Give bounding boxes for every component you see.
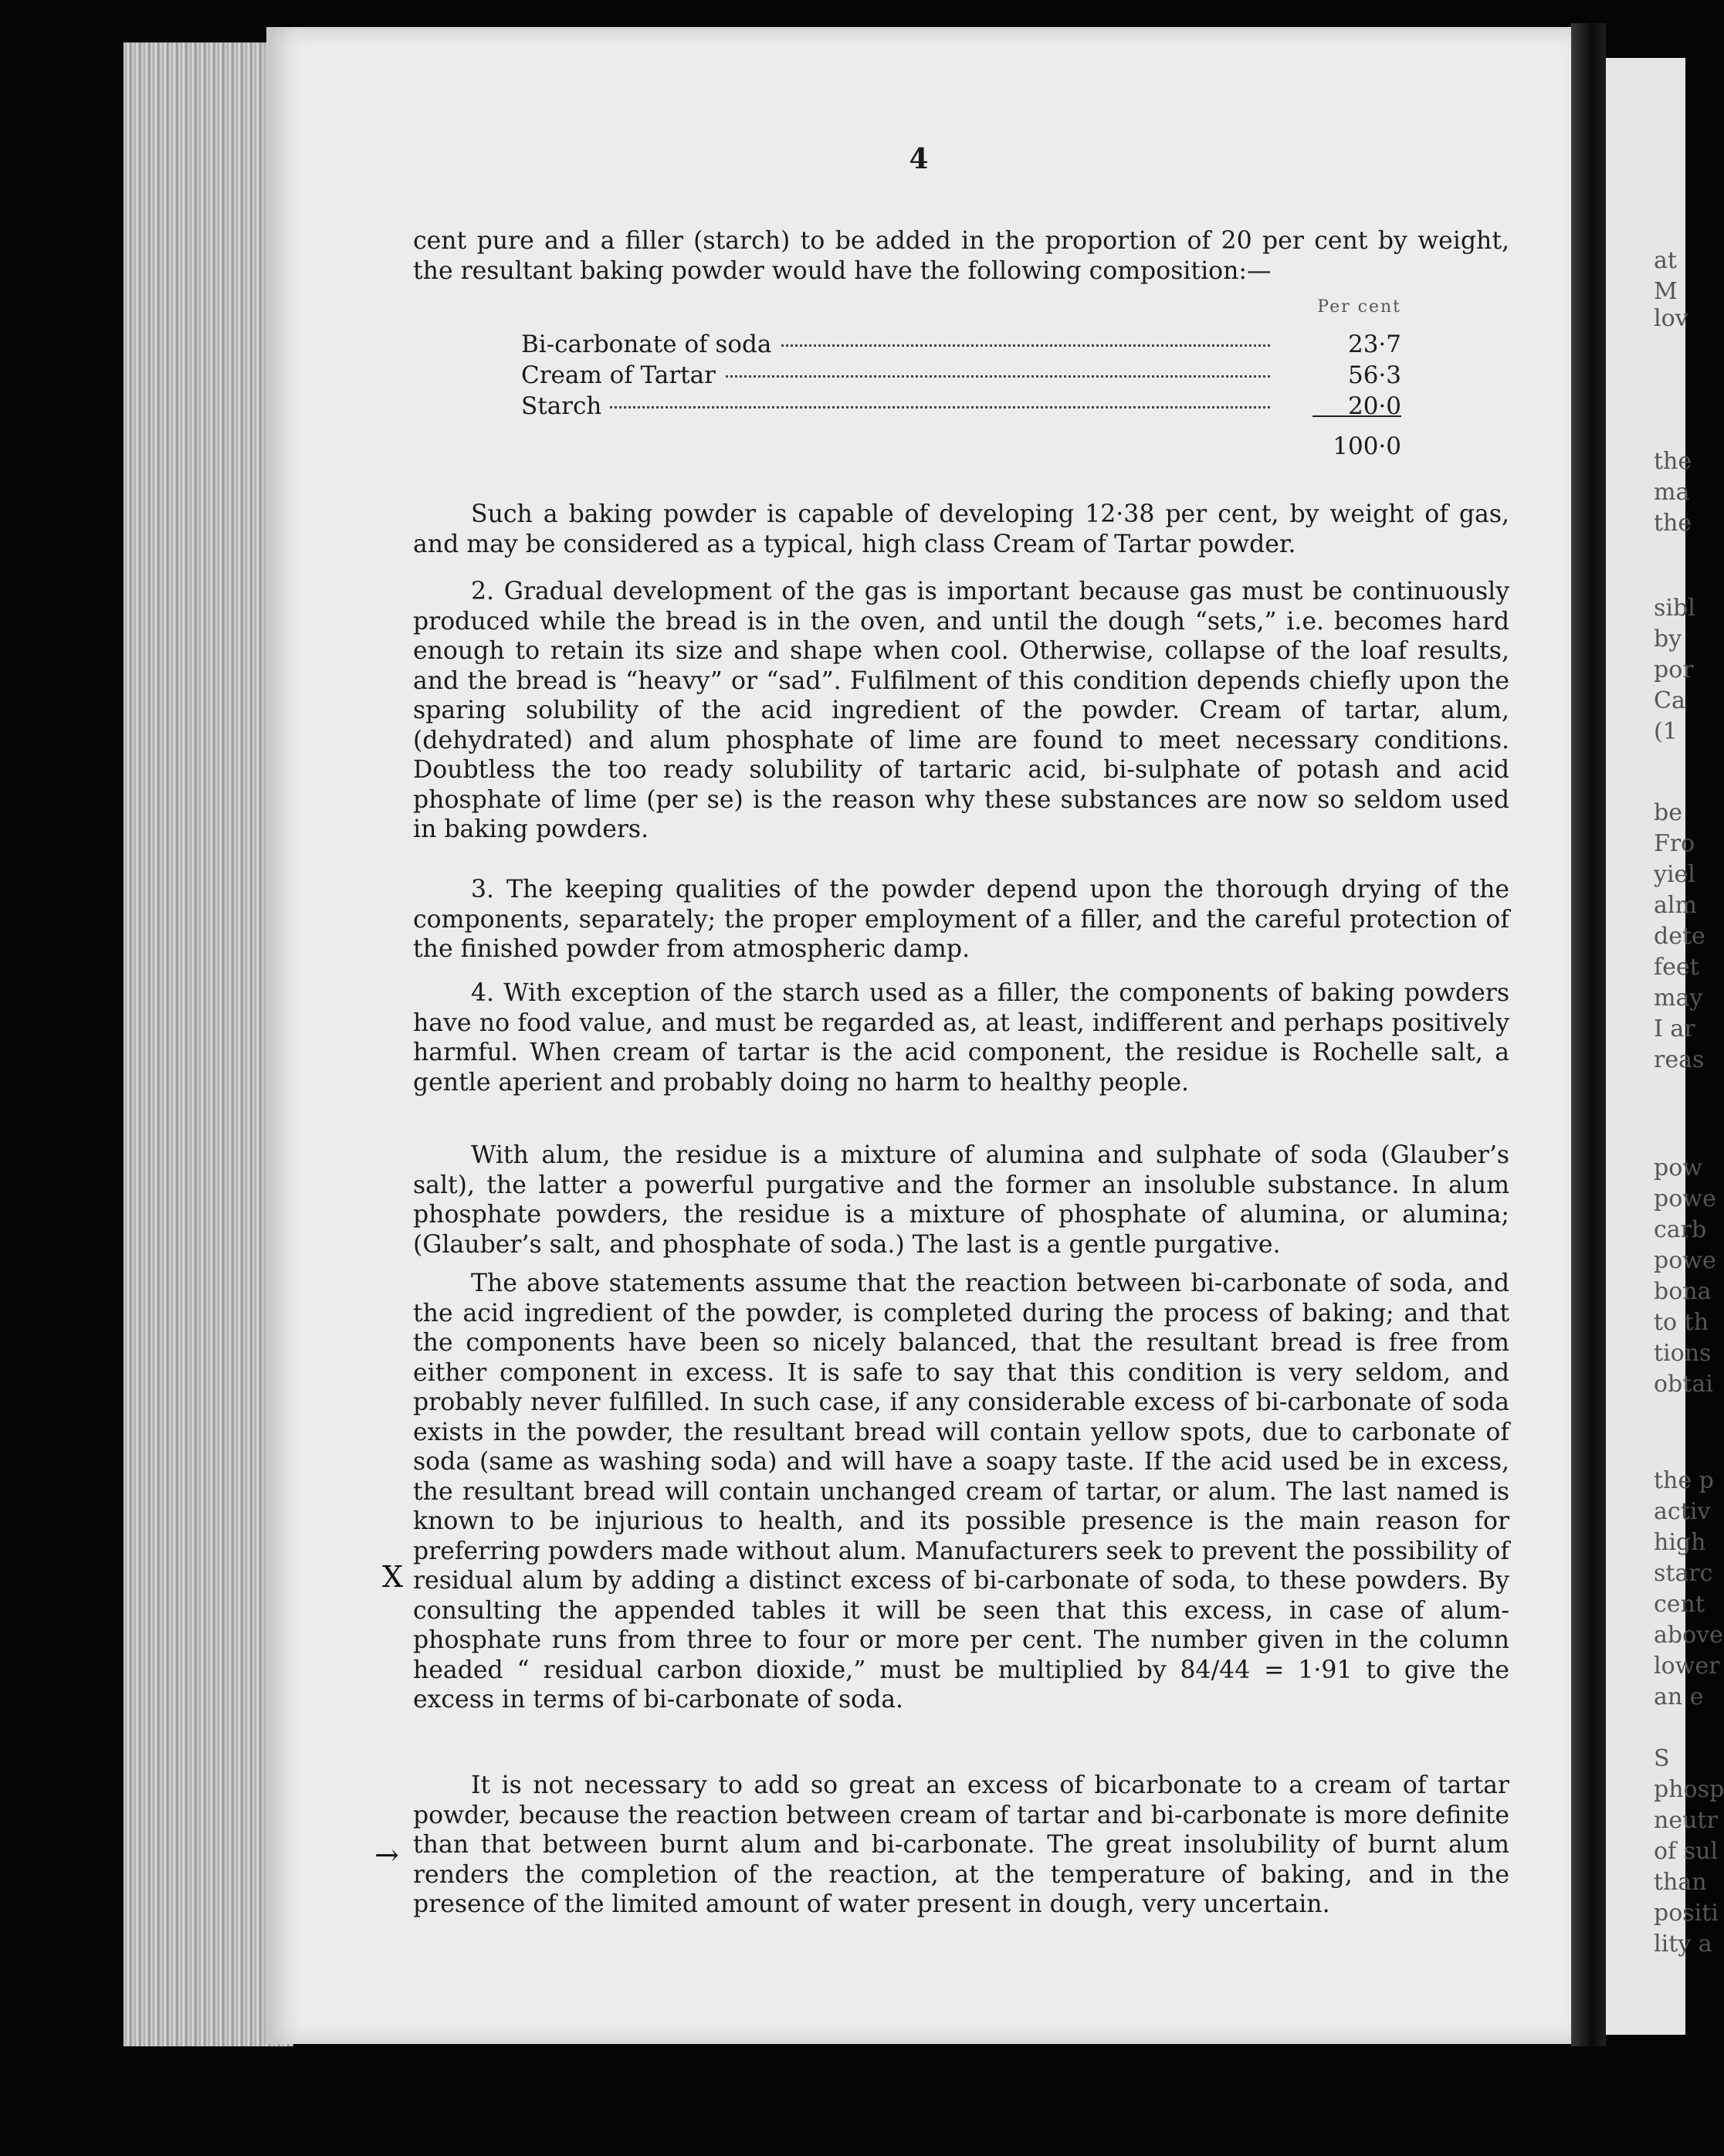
fragment-word: of sul bbox=[1654, 1838, 1719, 1865]
page-number: 4 bbox=[909, 143, 929, 175]
margin-mark-arrow: → bbox=[374, 1838, 399, 1872]
fragment-word: carb bbox=[1654, 1216, 1707, 1243]
fragment-word: the bbox=[1654, 448, 1692, 475]
fragment-word: feet bbox=[1654, 954, 1699, 981]
row-value: 56·3 bbox=[1347, 361, 1401, 389]
fragment-word: phosp bbox=[1654, 1776, 1724, 1803]
row-value: 20·0 bbox=[1347, 392, 1401, 420]
row-value: 23·7 bbox=[1347, 331, 1401, 358]
paragraph-4: 4. With exception of the starch used as a filler, the components of baking powders have no food value, and must be regarded as, at least, indifferent and perhaps positively harmful. When cream of tartar is the acid component, the residue is Rochelle salt, a gentle aperient and probably doing no harm to healthy people. bbox=[413, 979, 1509, 1097]
fragment-word: alm bbox=[1654, 892, 1697, 919]
fragment-word: neutr bbox=[1654, 1807, 1718, 1834]
fragment-word: by bbox=[1654, 625, 1682, 653]
fragment-word: Fro bbox=[1654, 830, 1695, 857]
fragment-word: lity a bbox=[1654, 1931, 1712, 1958]
intro-paragraph: cent pure and a filler (starch) to be added in the proportion of 20 per cent by weight, the resultant baking powder would have the following composition:— bbox=[413, 227, 1509, 285]
paragraph-2: 2. Gradual development of the gas is important because gas must be continuously produced while the bread is in the oven, and until the dough “sets,” i.e. becomes hard enough to retain its size and shape when cool. Otherwise, collapse of the loaf results, and the bread is “heavy” or “sad”. Fulfilment of this condition depends chiefly upon the sparing solubility of the acid ingredient of the powder. Cream of tartar, alum, (dehydrated) and alum phosphate of lime are found to meet necessary conditions. Doubtless the too ready solubility of tartaric acid, bi-sulphate of potash and acid phosphate of lime (per se) is the reason why these substances are now so seldom used in baking powders. bbox=[413, 578, 1509, 843]
table-total: 100·0 bbox=[1333, 432, 1401, 460]
paragraph-statements: The above statements assume that the reaction between bi-carbonate of soda, and the acid ingredient of the powder, is completed during the process of baking; and that the components have been so nicely balanced, that the resultant bread is free from either component in excess. It is safe to say that this condition is very seldom, and probably never fulfilled. In such case, if any considerable excess of bi-carbonate of soda exists in the powder, the resultant bread will contain yellow spots, due to carbonate of soda (same as washing soda) and will have a soapy taste. If the acid used be in excess, the resultant bread will contain unchanged cream of tartar, or alum. The last named is known to be injurious to health, and its possible presence is the main reason for preferring powders made without alum. Manufacturers seek to prevent the possibility of residual alum by adding a distinct excess of bi-carbonate of soda, to these powders. By consulting the appended tables it will be seen that this excess, in case of alum-phosphate runs from three to four or more per cent. The number given in the column headed “ residual carbon dioxide,” must be multiplied by 84/44 = 1·91 to give the excess in terms of bi-carbonate of soda. bbox=[413, 1270, 1509, 1714]
margin-mark-x: X bbox=[382, 1560, 404, 1594]
table-row bbox=[521, 392, 1401, 420]
table-header: Per cent bbox=[1317, 297, 1401, 317]
fragment-word: starc bbox=[1654, 1560, 1713, 1587]
fragment-word: to th bbox=[1654, 1309, 1709, 1336]
fragment-word: be bbox=[1654, 799, 1682, 826]
table-row bbox=[521, 361, 1401, 389]
paragraph-bicarbonate: It is not necessary to add so great an excess of bicarbonate to a cream of tartar powder, because the reaction between cream of tartar and bi-carbonate is more definite than that between burnt alum and bi-carbonate. The great insolubility of burnt alum renders the completion of the reaction, at the temperature of baking, and in the presence of the limited amount of water present in dough, very uncertain. bbox=[413, 1771, 1509, 1918]
fragment-word: bona bbox=[1654, 1278, 1712, 1305]
fragment-word: the bbox=[1654, 510, 1692, 537]
fragment-word: powe bbox=[1654, 1185, 1716, 1212]
fragment-word: above bbox=[1654, 1622, 1723, 1649]
fragment-word: pow bbox=[1654, 1154, 1702, 1181]
fragment-word: tions bbox=[1654, 1340, 1712, 1367]
fragment-word: (1 bbox=[1654, 718, 1678, 745]
row-label: Bi-carbonate of soda bbox=[521, 331, 779, 358]
fragment-word: yiel bbox=[1654, 861, 1695, 888]
fragment-word: S bbox=[1654, 1745, 1670, 1772]
adjacent-page-fragment bbox=[1606, 58, 1724, 2035]
fragment-word: may bbox=[1654, 985, 1703, 1012]
paragraph-alum: With alum, the residue is a mixture of alumina and sulphate of soda (Glauber’s salt), the latter a powerful purgative and the former an insoluble substance. In alum phosphate powders, the residue is a mixture of phosphate of alumina, or alumina; (Glauber’s salt, and phosphate of soda.) The last is a gentle purgative. bbox=[413, 1141, 1509, 1259]
fragment-word: sibl bbox=[1654, 595, 1695, 622]
table-row bbox=[521, 331, 1401, 358]
fragment-word: reas bbox=[1654, 1046, 1705, 1073]
document-page bbox=[266, 27, 1571, 2044]
fragment-word: por bbox=[1654, 656, 1694, 683]
fragment-word: I ar bbox=[1654, 1015, 1695, 1042]
fragment-word: powe bbox=[1654, 1247, 1716, 1274]
book-gutter bbox=[1571, 23, 1606, 2046]
row-label: Cream of Tartar bbox=[521, 361, 723, 389]
fragment-word: cent bbox=[1654, 1591, 1705, 1618]
fragment-word: ma bbox=[1654, 479, 1690, 506]
fragment-word: Ca bbox=[1654, 687, 1685, 714]
fragment-word: at bbox=[1654, 247, 1677, 274]
fragment-word: M bbox=[1654, 278, 1678, 305]
fragment-word: an e bbox=[1654, 1683, 1704, 1710]
fragment-word: obtai bbox=[1654, 1371, 1713, 1398]
fragment-word: lower bbox=[1654, 1653, 1720, 1680]
paragraph-3: 3. The keeping qualities of the powder depend upon the thorough drying of the components, separately; the proper employment of a filler, and the careful protection of the finished powder from atmospheric damp. bbox=[413, 876, 1509, 963]
fragment-word: lov bbox=[1654, 305, 1688, 332]
fragment-word: activ bbox=[1654, 1498, 1711, 1525]
total-rule bbox=[1312, 415, 1401, 417]
fragment-word: positi bbox=[1654, 1900, 1719, 1927]
fragment-word: high bbox=[1654, 1529, 1706, 1556]
fragment-word: the p bbox=[1654, 1467, 1714, 1494]
fragment-word: dete bbox=[1654, 923, 1705, 950]
paragraph-gas: Such a baking powder is capable of developing 12·38 per cent, by weight of gas, and may be considered as a typical, high class Cream of Tartar powder. bbox=[413, 500, 1509, 558]
fragment-word: than bbox=[1654, 1869, 1707, 1896]
row-label: Starch bbox=[521, 392, 609, 420]
